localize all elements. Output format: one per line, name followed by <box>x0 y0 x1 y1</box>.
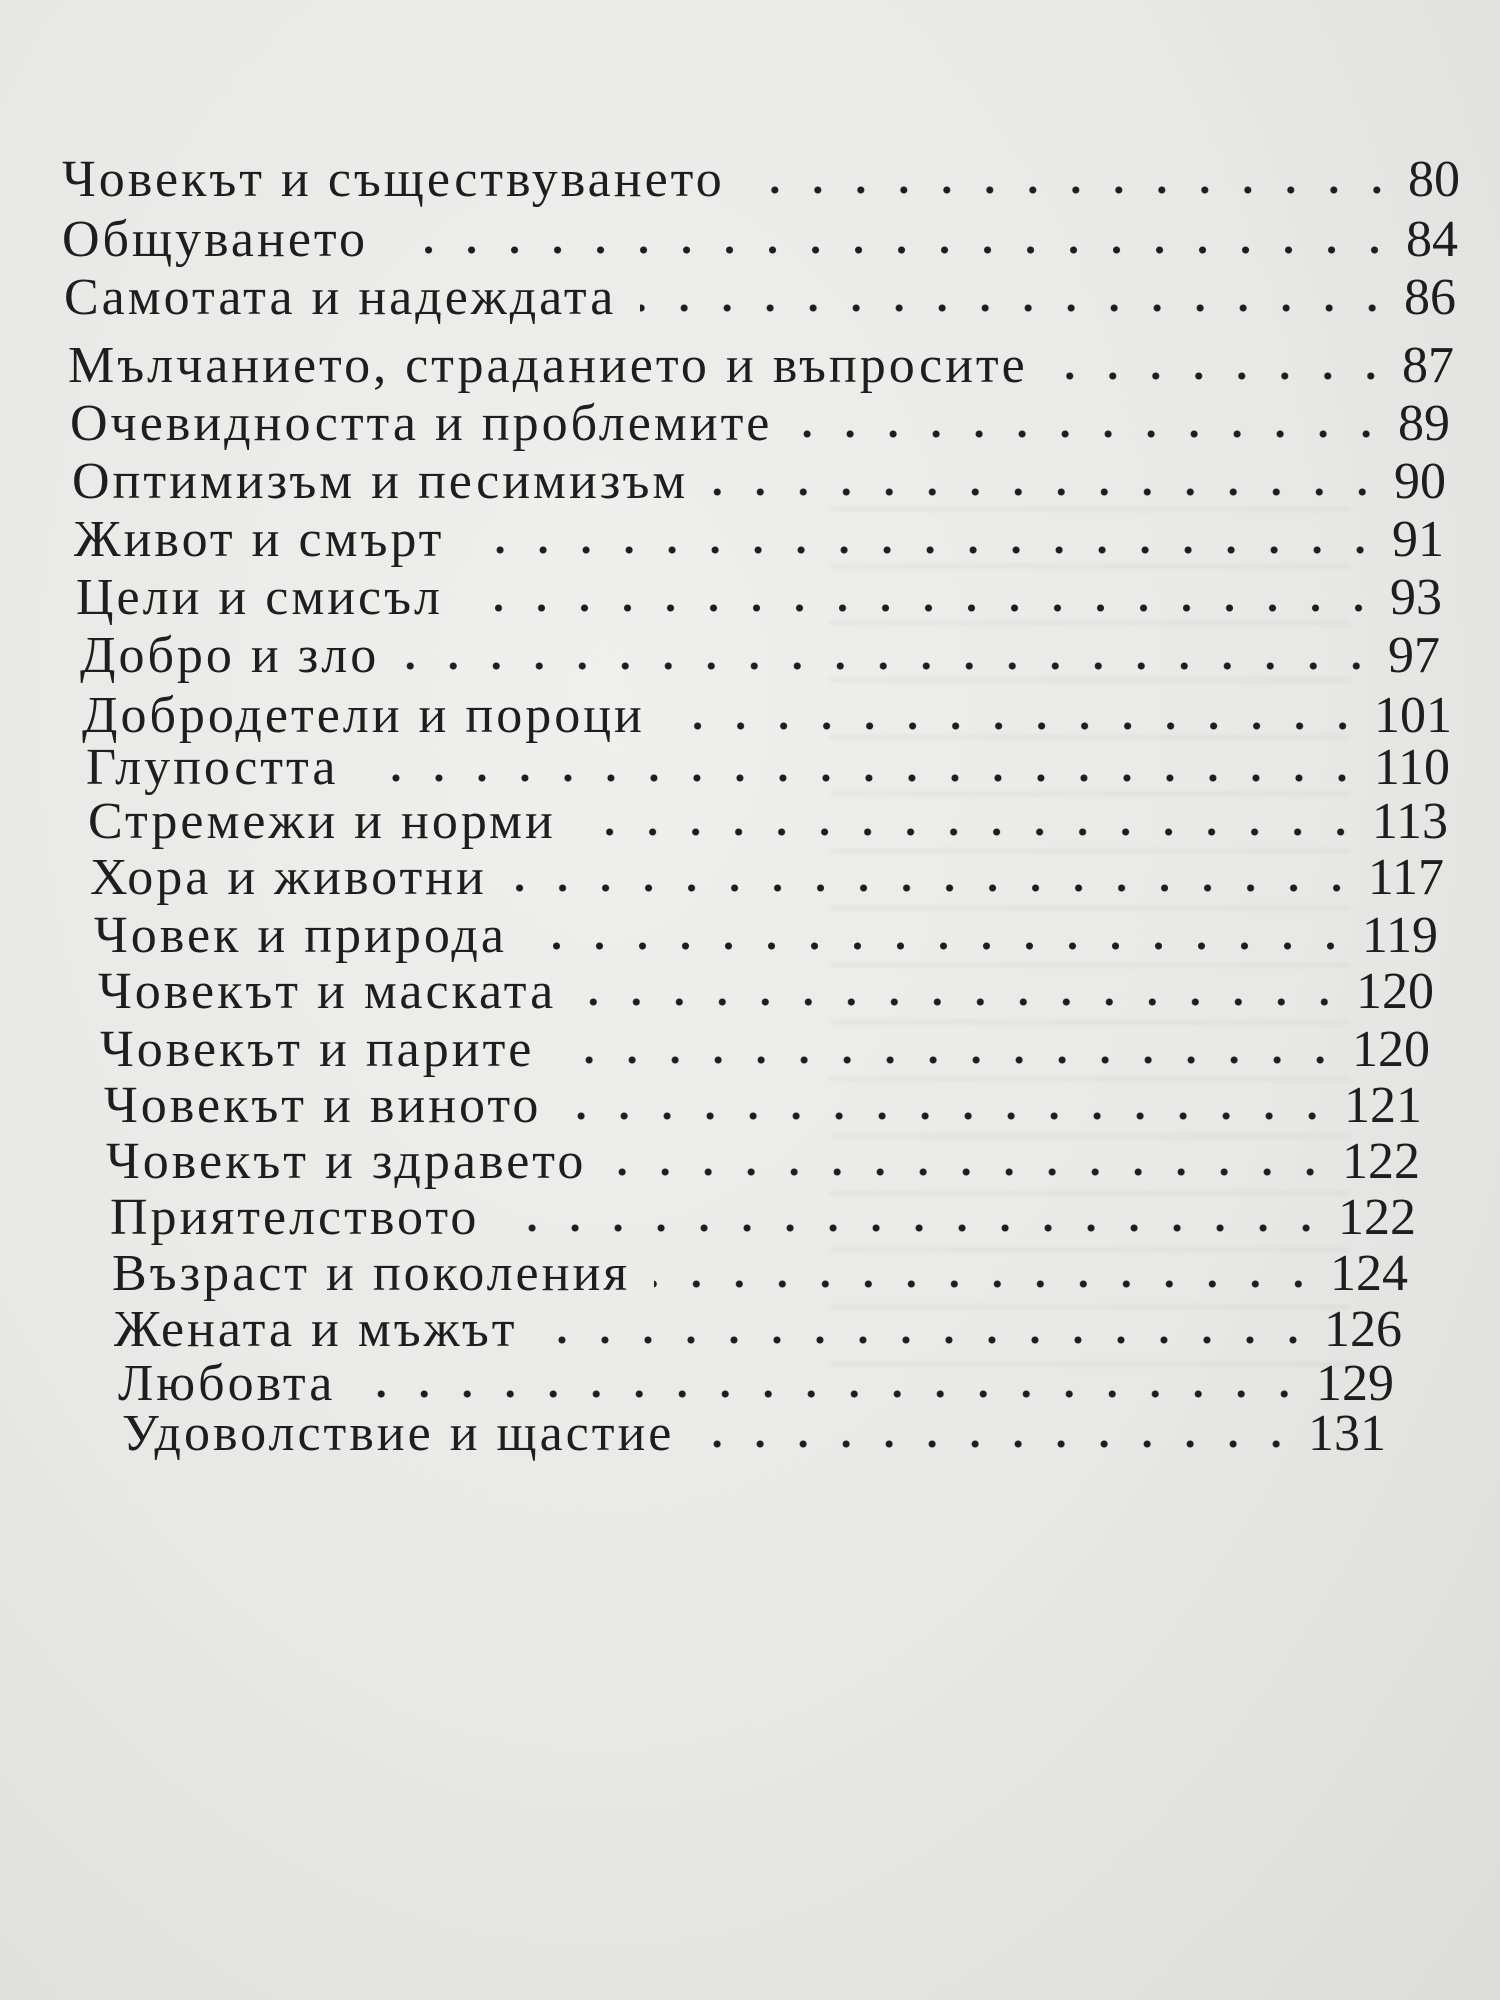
toc-entry-page: 117 <box>1367 849 1444 906</box>
toc-entry-page: 86 <box>1404 269 1456 326</box>
toc-leader-dots <box>362 772 1363 784</box>
toc-entry <box>106 1132 1420 1192</box>
toc-entry-title: Любовта <box>118 1355 336 1412</box>
toc-leader-dots <box>565 1110 1334 1122</box>
toc-entry-page: 101 <box>1374 687 1452 744</box>
toc-entry-page: 113 <box>1371 793 1448 850</box>
toc-leader-dots <box>392 244 1396 256</box>
toc-entry-title: Приятелството <box>110 1189 480 1246</box>
toc-entry-title: Очевидността и проблемите <box>70 395 773 452</box>
toc-leader-dots <box>503 1222 1328 1234</box>
toc-entry-title: Човекът и здравето <box>106 1133 587 1190</box>
toc-leader-dots <box>796 428 1388 440</box>
toc-leader-dots <box>542 1334 1314 1346</box>
toc-entry <box>62 150 1460 210</box>
toc-entry-title: Човекът и парите <box>100 1021 535 1078</box>
toc-entry <box>90 848 1444 908</box>
toc-entry-page: 97 <box>1388 627 1440 684</box>
toc-leader-dots <box>610 1166 1332 1178</box>
toc-entry-title: Общуването <box>62 211 368 268</box>
toc-entry-page: 91 <box>1392 511 1444 568</box>
toc-entry-title: Човекът и съществуването <box>62 151 725 208</box>
toc-leader-dots <box>558 1054 1342 1066</box>
toc-entry-page: 120 <box>1352 1021 1430 1078</box>
toc-entry <box>104 1076 1422 1136</box>
toc-leader-dots <box>531 940 1352 952</box>
toc-entry-page: 129 <box>1316 1355 1394 1412</box>
toc-entry-page: 131 <box>1308 1405 1386 1462</box>
toc-entry-title: Цели и смисъл <box>76 569 443 626</box>
toc-entry <box>62 210 1458 270</box>
toc-entry <box>70 394 1450 454</box>
toc-leader-dots <box>669 720 1364 732</box>
toc-leader-dots <box>467 602 1380 614</box>
toc-leader-dots <box>749 184 1398 196</box>
toc-entry <box>68 336 1454 396</box>
toc-entry <box>64 268 1456 328</box>
toc-entry <box>112 1244 1408 1304</box>
toc-entry <box>110 1188 1416 1248</box>
toc-entry-title: Човек и природа <box>94 907 507 964</box>
toc-entry <box>94 906 1438 966</box>
toc-entry-page: 124 <box>1330 1245 1408 1302</box>
toc-entry <box>72 452 1446 512</box>
toc-entry <box>114 1300 1402 1360</box>
toc-entry <box>98 962 1434 1022</box>
toc-entry-title: Удоволствие и щастие <box>122 1405 675 1462</box>
toc-entry-page: 110 <box>1373 739 1450 796</box>
toc-entry-title: Самотата и надеждата <box>64 269 617 326</box>
toc-entry-title: Човекът и виното <box>104 1077 542 1134</box>
toc-entry-page: 84 <box>1406 211 1458 268</box>
toc-entry-page: 93 <box>1390 569 1442 626</box>
toc-entry-page: 89 <box>1398 395 1450 452</box>
toc-leader-dots <box>698 1438 1298 1450</box>
toc-entry-page: 87 <box>1402 337 1454 394</box>
toc-leader-dots <box>1052 370 1392 382</box>
toc-entry <box>80 626 1440 686</box>
toc-leader-dots <box>654 1278 1320 1290</box>
toc-entry-title: Добродетели и пороци <box>82 687 645 744</box>
toc-entry <box>100 1020 1430 1080</box>
toc-entry-page: 120 <box>1356 963 1434 1020</box>
toc-entry-title: Добро и зло <box>80 627 380 684</box>
toc-entry-title: Жената и мъжът <box>114 1301 518 1358</box>
toc-entry-page: 121 <box>1344 1077 1422 1134</box>
toc-entry-page: 90 <box>1394 453 1446 510</box>
toc-entry-title: Мълчанието, страданието и въпросите <box>68 337 1028 394</box>
toc-leader-dots <box>580 996 1346 1008</box>
toc-entry-page: 122 <box>1338 1189 1416 1246</box>
toc-entry-page: 126 <box>1324 1301 1402 1358</box>
toc-entry <box>88 792 1448 852</box>
toc-leader-dots <box>580 826 1362 838</box>
toc-entry-title: Живот и смърт <box>74 511 445 568</box>
toc-entry-title: Глупостта <box>86 739 339 796</box>
toc-entry <box>82 686 1452 746</box>
toc-leader-dots <box>511 882 1358 894</box>
toc-entry-page: 80 <box>1408 151 1460 208</box>
toc-entry <box>76 568 1442 628</box>
toc-leader-dots <box>403 660 1378 672</box>
toc-entry-title: Хора и животни <box>90 849 487 906</box>
toc-leader-dots <box>712 486 1384 498</box>
toc-leader-dots <box>359 1388 1306 1400</box>
toc-entry <box>122 1404 1386 1464</box>
toc-entry-title: Човекът и маската <box>98 963 557 1020</box>
toc-leader-dots <box>640 302 1394 314</box>
toc-entry-page: 119 <box>1361 907 1438 964</box>
toc-entry-page: 122 <box>1342 1133 1420 1190</box>
toc-entry-title: Възраст и поколения <box>112 1245 631 1302</box>
toc-entry <box>86 738 1450 798</box>
toc-entry-title: Оптимизъм и песимизъм <box>72 453 689 510</box>
toc-entry <box>74 510 1444 570</box>
toc-entry-title: Стремежи и норми <box>88 793 556 850</box>
toc-leader-dots <box>468 544 1382 556</box>
